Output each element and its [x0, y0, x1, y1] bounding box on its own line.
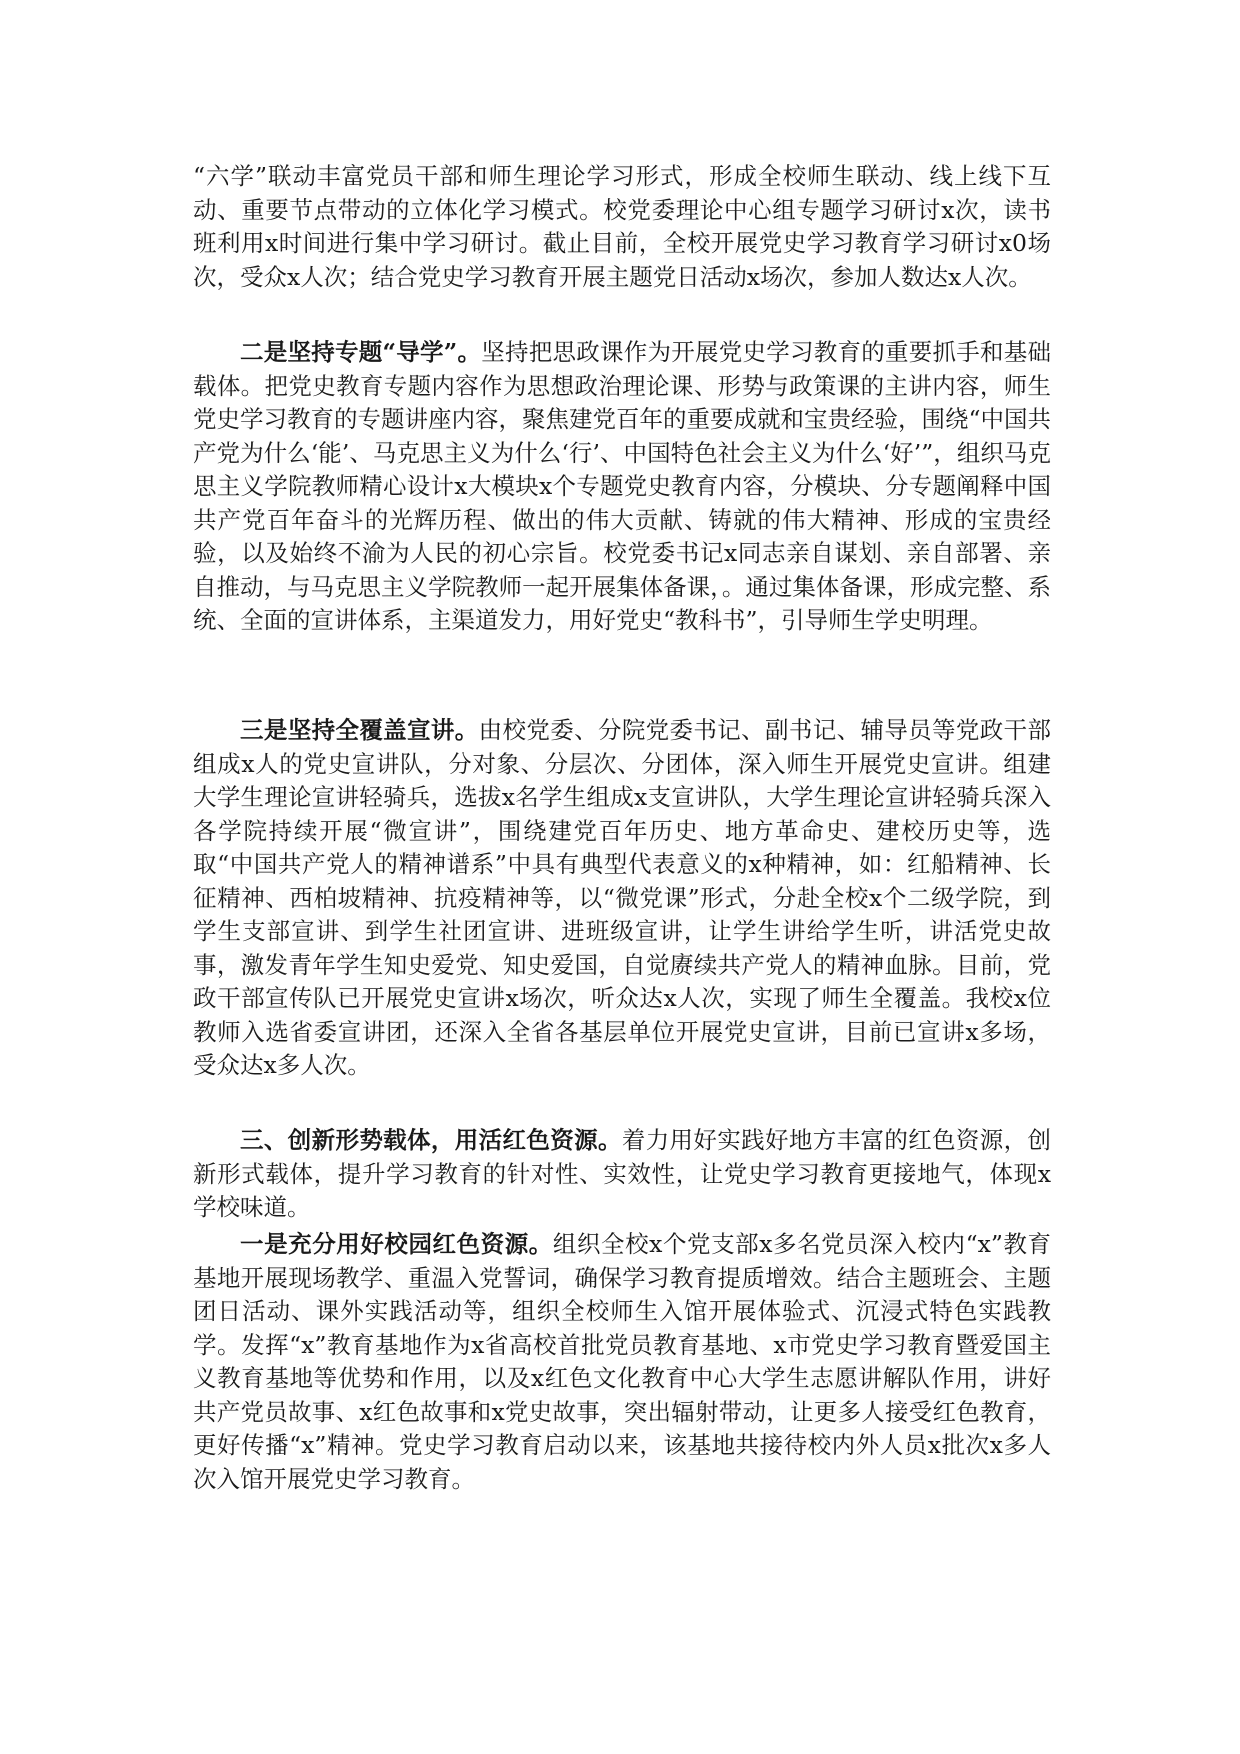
paragraph-body: 组织全校x个党支部x多名党员深入校内“x”教育基地开展现场教学、重温入党誓词，确保学习教育提质增效。结合主题班会、主题团日活动、课外实践活动等，组织全校师生入馆开展体验式、沉浸式特色实践教学。发挥“x”教育基地作为x省高校首批党员教育基地、x市党史学习教育暨爱国主义教育基地等优势和作用，以及x红色文化教育中心大学生志愿讲解队作用，讲好共产党员故事、x红色故事和x党史故事，突出辐射带动，让更多人接受红色教育，更好传播“x”精神。党史学习教育启动以来，该基地共接待校内外人员x批次x多人次入馆开展党史学习教育。 [193, 1230, 1051, 1493]
section-heading-red-resources [193, 1124, 1051, 1225]
paragraph-body: 着力用好实践好地方丰富的红色资源，创新形式载体，提升学习教育的针对性、实效性，让党史学习教育更接地气，体现x学校味道。 [193, 1126, 1052, 1221]
paragraph-lead: 三是坚持全覆盖宣讲。 [240, 716, 479, 744]
paragraph-continuation [193, 160, 1051, 294]
paragraph-campus-red-resources [193, 1228, 1051, 1496]
paragraph-lead: 三、创新形势载体，用活红色资源。 [240, 1126, 622, 1154]
paragraph-topic-guided-study [193, 336, 1051, 638]
paragraph-full-coverage-lectures [193, 714, 1051, 1083]
paragraph-lead: 一是充分用好校园红色资源。 [240, 1230, 553, 1258]
paragraph-lead: 二是坚持专题“导学”。 [240, 338, 482, 366]
paragraph-body: 坚持把思政课作为开展党史学习教育的重要抓手和基础载体。把党史教育专题内容作为思想政治理论课、形势与政策课的主讲内容，师生党史学习教育的专题讲座内容，聚焦建党百年的重要成就和宝贵经验，围绕“中国共产党为什么‘能’、马克思主义为什么‘行’、中国特色社会主义为什么‘好’”，组织马克思主义学院教师精心设计x大模块x个专题党史教育内容，分模块、分专题阐释中国共产党百年奋斗的光辉历程、做出的伟大贡献、铸就的伟大精神、形成的宝贵经验，以及始终不渝为人民的初心宗旨。校党委书记x同志亲自谋划、亲自部署、亲自推动，与马克思主义学院教师一起开展集体备课，。通过集体备课，形成完整、系统、全面的宣讲体系，主渠道发力，用好党史“教科书”，引导师生学史明理。 [193, 338, 1052, 634]
paragraph-body: 由校党委、分院党委书记、副书记、辅导员等党政干部组成x人的党史宣讲队，分对象、分层次、分团体，深入师生开展党史宣讲。组建大学生理论宣讲轻骑兵，选拔x名学生组成x支宣讲队，大学生理论宣讲轻骑兵深入各学院持续开展“微宣讲”，围绕建党百年历史、地方革命史、建校历史等，选取“中国共产党人的精神谱系”中具有典型代表意义的x种精神，如：红船精神、长征精神、西柏坡精神、抗疫精神等，以“微党课”形式，分赴全校x个二级学院，到学生支部宣讲、到学生社团宣讲、进班级宣讲，让学生讲给学生听，讲活党史故事，激发青年学生知史爱党、知史爱国，自觉赓续共产党人的精神血脉。目前，党政干部宣传队已开展党史宣讲x场次，听众达x人次，实现了师生全覆盖。我校x位教师入选省委宣讲团，还深入全省各基层单位开展党史宣讲，目前已宣讲x多场，受众达x多人次。 [193, 716, 1052, 1079]
paragraph-body: “六学”联动丰富党员干部和师生理论学习形式，形成全校师生联动、线上线下互动、重要节点带动的立体化学习模式。校党委理论中心组专题学习研讨x次，读书班利用x时间进行集中学习研讨。截止目前，全校开展党史学习教育学习研讨x0场次，受众x人次；结合党史学习教育开展主题党日活动x场次，参加人数达x人次。 [193, 162, 1051, 291]
